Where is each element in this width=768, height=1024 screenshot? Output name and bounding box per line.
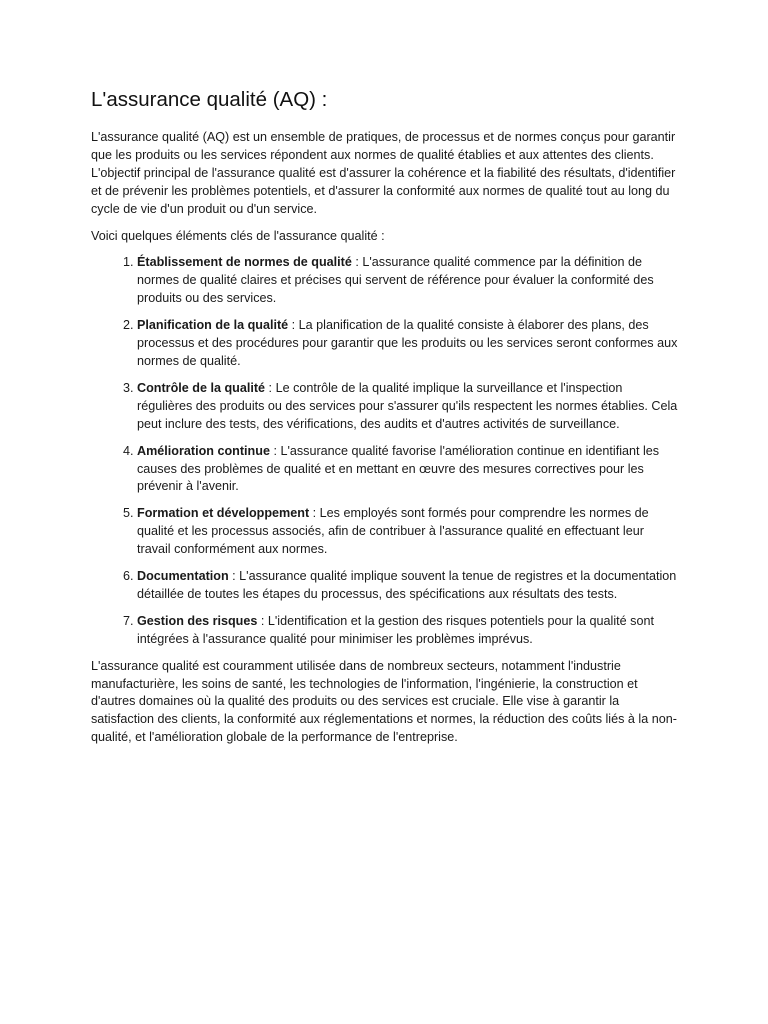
list-item — [137, 317, 678, 371]
intro-paragraph: L'assurance qualité (AQ) est un ensemble de pratiques, de processus et de normes conçus pour garantir que les produits ou les services répondent aux normes de qualité établies et aux attentes des clients. L'objectif principal de l'assurance qualité est d'assurer la cohérence et la fiabilité des résultats, d'identifier et de prévenir les problèmes potentiels, et d'assurer la conformité aux normes de qualité tout au long du cycle de vie d'un produit ou d'un service. — [91, 130, 676, 216]
item-text: La planification de la qualité consiste à élaborer des plans, des processus et des procédures pour garantir que les produits ou les services seront conformes aux normes de qualité. — [137, 318, 678, 368]
list-item — [137, 254, 678, 308]
key-elements-list — [91, 254, 678, 648]
list-item — [137, 380, 678, 434]
list-item — [137, 613, 678, 649]
list-intro: Voici quelques éléments clés de l'assurance qualité : — [91, 228, 385, 243]
item-term: Établissement de normes de qualité — [137, 255, 352, 270]
item-text: Le contrôle de la qualité implique la surveillance et l'inspection régulières des produits ou des services pour s'assurer qu'ils respectent les normes établies. Cela peut inclure des tests, des vérifications, des audits et d'autres activités de surveillance. — [137, 380, 678, 431]
item-term: Planification de la qualité — [137, 318, 289, 333]
item-text: L'assurance qualité favorise l'amélioration continue en identifiant les causes des problèmes de qualité et en mettant en œuvre des mesures correctives pour les prévenir à l'avenir. — [137, 443, 660, 494]
item-separator: : — [228, 569, 240, 584]
item-separator: : — [269, 443, 281, 458]
item-text: L'assurance qualité commence par la définition de normes de qualité claires et précises qui servent de référence pour évaluer la conformité des produits ou des services. — [137, 255, 654, 306]
item-separator: : — [257, 613, 268, 628]
item-text: L'identification et la gestion des risques potentiels pour la qualité sont intégrées à l'assurance qualité pour minimiser les problèmes imprévus. — [137, 613, 654, 646]
item-term: Formation et développement — [137, 506, 310, 521]
list-item — [137, 505, 678, 559]
item-term: Contrôle de la qualité — [137, 380, 266, 395]
list-item — [137, 568, 678, 604]
item-text: L'assurance qualité implique souvent la tenue de registres et la documentation détaillée de toutes les étapes du processus, des spécifications aux résultats des tests. — [137, 569, 677, 601]
item-term: Amélioration continue — [137, 443, 270, 458]
item-separator: : — [265, 380, 276, 395]
item-separator: : — [351, 255, 363, 270]
conclusion-paragraph: L'assurance qualité est couramment utilisée dans de nombreux secteurs, notamment l'industrie manufacturière, les soins de santé, les technologies de l'information, l'ingénierie, la construction et d'autres domaines où la qualité des produits ou des services est cruciale. Elle vise à garantir la satisfaction des clients, la conformité aux réglementations et normes, la réduction des coûts liés à la non-qualité, et l'amélioration globale de la performance de l'entreprise. — [91, 658, 677, 745]
item-separator: : — [309, 506, 320, 521]
item-separator: : — [288, 318, 299, 333]
document-title: L'assurance qualité (AQ) : — [91, 88, 328, 111]
item-text: Les employés sont formés pour comprendre les normes de qualité et les processus associés, afin de contribuer à l'assurance qualité en effectuant leur travail conformément aux normes. — [137, 506, 649, 557]
item-term: Gestion des risques — [137, 613, 258, 628]
list-item — [137, 443, 678, 497]
item-term: Documentation — [137, 569, 229, 584]
